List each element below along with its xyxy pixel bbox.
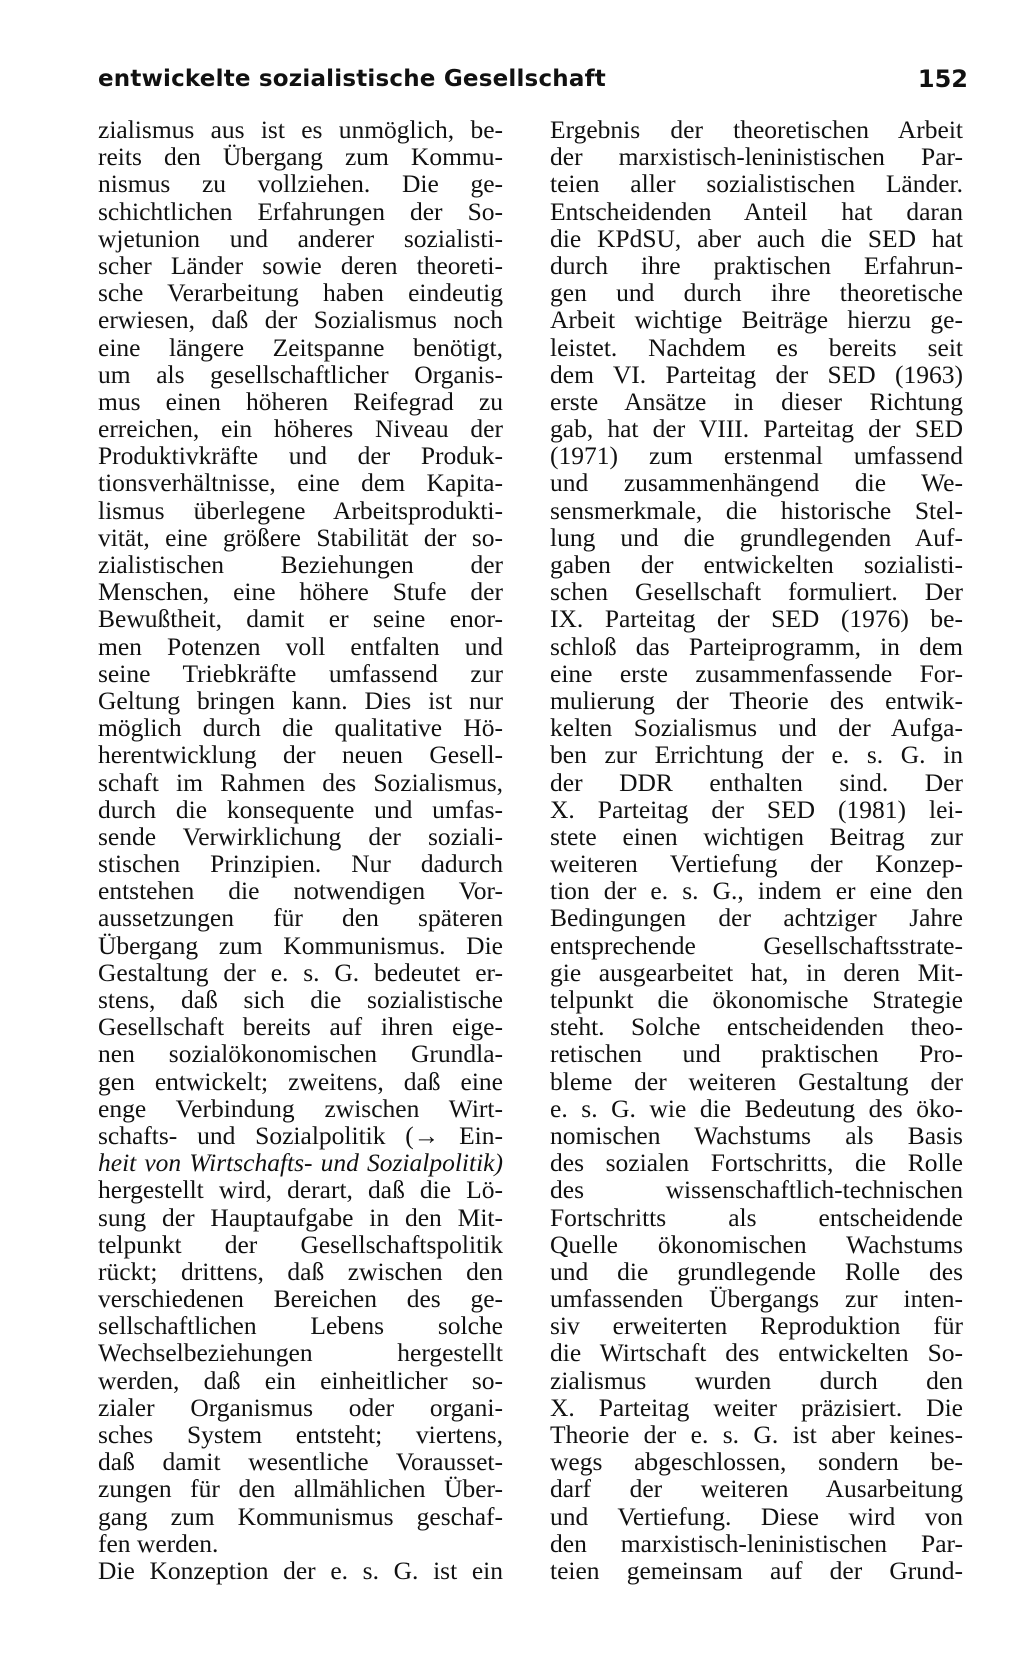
text-line: sches System entsteht; viertens, bbox=[98, 1420, 503, 1449]
text-line: Gesellschaft bereits auf ihren eige- bbox=[98, 1012, 503, 1042]
text-line: scher Länder sowie deren theoreti- bbox=[98, 250, 503, 280]
text-line: ben zur Errichtung der e. s. G. in bbox=[550, 740, 963, 770]
text-line: und Vertiefung. Diese wird von bbox=[550, 1501, 963, 1531]
text-line: Übergang zum Kommunismus. Die bbox=[98, 930, 503, 960]
text-line: und die grundlegende Rolle des bbox=[550, 1256, 963, 1286]
text-line: durch ihre praktischen Erfahrun- bbox=[550, 250, 963, 280]
text-line: hergestellt wird, derart, daß die Lö- bbox=[98, 1175, 503, 1205]
text-line: nismus zu vollziehen. Die ge- bbox=[98, 169, 503, 199]
text-line: Ergebnis der theoretischen Arbeit bbox=[550, 115, 963, 144]
text-line: Produktivkräfte und der Produk- bbox=[98, 441, 503, 471]
text-line: sellschaftlichen Lebens solche bbox=[98, 1311, 503, 1341]
text-line: der DDR enthalten sind. Der bbox=[550, 767, 963, 797]
text-line: den marxistisch-leninistischen Par- bbox=[550, 1528, 963, 1558]
text-line: teien aller sozialistischen Länder. bbox=[550, 169, 963, 199]
text-line: die Wirtschaft des entwickelten So- bbox=[550, 1338, 963, 1368]
text-line: werden, daß ein einheitlicher so- bbox=[98, 1365, 503, 1395]
running-head bbox=[98, 59, 968, 99]
text-line: erste Ansätze in dieser Richtung bbox=[550, 386, 963, 416]
text-line: Bedingungen der achtziger Jahre bbox=[550, 903, 963, 933]
text-line: stens, daß sich die sozialistische bbox=[98, 985, 503, 1014]
cross-reference-link[interactable]: heit von Wirtschafts- und Sozialpolitik) bbox=[98, 1148, 503, 1178]
text-line: Entscheidenden Anteil hat daran bbox=[550, 196, 963, 226]
text-line: siv erweiterten Reproduktion für bbox=[550, 1311, 963, 1341]
text-line: gen und durch ihre theoretische bbox=[550, 278, 963, 308]
text-line: sung der Hauptaufgabe in den Mit- bbox=[98, 1202, 503, 1232]
text-line: gang zum Kommunismus geschaf- bbox=[98, 1501, 503, 1531]
text-line: stete einen wichtigen Beitrag zur bbox=[550, 821, 963, 851]
text-line: verschiedenen Bereichen des ge- bbox=[98, 1284, 503, 1314]
text-line: des sozialen Fortschritts, die Rolle bbox=[550, 1148, 963, 1178]
text-line: erreichen, ein höheres Niveau der bbox=[98, 414, 503, 444]
text-line: herentwicklung der neuen Gesell- bbox=[98, 740, 503, 770]
text-line: Menschen, eine höhere Stufe der bbox=[98, 577, 503, 607]
text-line: zungen für den allmählichen Über- bbox=[98, 1474, 503, 1504]
text-line: Geltung bringen kann. Dies ist nur bbox=[98, 685, 503, 715]
text-line: tionsverhältnisse, eine dem Kapita- bbox=[98, 468, 503, 498]
text-line: bleme der weiteren Gestaltung der bbox=[550, 1066, 963, 1096]
text-line: schafts- und Sozialpolitik (→ Ein- bbox=[98, 1120, 503, 1150]
left-column bbox=[98, 116, 503, 1584]
text-line: dem VI. Parteitag der SED (1963) bbox=[550, 359, 963, 389]
text-line: gaben der entwickelten sozialisti- bbox=[550, 550, 963, 579]
text-line: Theorie der e. s. G. ist aber keines- bbox=[550, 1420, 963, 1449]
text-line: schen Gesellschaft formuliert. Der bbox=[550, 577, 963, 607]
text-line: sensmerkmale, die historische Stel- bbox=[550, 495, 963, 525]
text-line: steht. Solche entscheidenden theo- bbox=[550, 1012, 963, 1042]
text-line: zialismus aus ist es unmöglich, be- bbox=[98, 115, 503, 144]
text-line: IX. Parteitag der SED (1976) be- bbox=[550, 604, 963, 634]
text-line: entsprechende Gesellschaftsstrate- bbox=[550, 930, 963, 960]
text-line: der marxistisch-leninistischen Par- bbox=[550, 142, 963, 172]
text-line: um als gesellschaftlicher Organis- bbox=[98, 359, 503, 389]
text-line: zialistischen Beziehungen der bbox=[98, 550, 503, 579]
running-title: entwickelte sozialistische Gesellschaft bbox=[98, 66, 606, 92]
text-line: die KPdSU, aber auch die SED hat bbox=[550, 223, 963, 253]
text-line: vität, eine größere Stabilität der so- bbox=[98, 522, 503, 552]
text-line: erwiesen, daß der Sozialismus noch bbox=[98, 305, 503, 335]
text-line: wjetunion und anderer sozialisti- bbox=[98, 223, 503, 253]
text-line: Wechselbeziehungen hergestellt bbox=[98, 1338, 503, 1368]
text-line: schloß das Parteiprogramm, in dem bbox=[550, 631, 963, 661]
text-line: eine längere Zeitspanne benötigt, bbox=[98, 332, 503, 362]
text-line: Arbeit wichtige Beiträge hierzu ge- bbox=[550, 305, 963, 335]
text-line: retischen und praktischen Pro- bbox=[550, 1039, 963, 1069]
text-line: stischen Prinzipien. Nur dadurch bbox=[98, 849, 503, 879]
text-line: fen werden. bbox=[98, 1528, 219, 1558]
text-line: sche Verarbeitung haben eindeutig bbox=[98, 278, 503, 308]
text-line: reits den Übergang zum Kommu- bbox=[98, 142, 503, 172]
text-line: möglich durch die qualitative Hö- bbox=[98, 713, 503, 743]
text-line: X. Parteitag der SED (1981) lei- bbox=[550, 794, 963, 824]
text-line: rückt; drittens, daß zwischen den bbox=[98, 1256, 503, 1286]
text-line: zialismus wurden durch den bbox=[550, 1365, 963, 1395]
text-line: Quelle ökonomischen Wachstums bbox=[550, 1229, 963, 1259]
text-line: telpunkt die ökonomische Strategie bbox=[550, 985, 963, 1014]
text-line: mus einen höheren Reifegrad zu bbox=[98, 386, 503, 416]
text-line: (1971) zum erstenmal umfassend bbox=[550, 441, 963, 471]
text-line: daß damit wesentliche Vorausset- bbox=[98, 1447, 503, 1477]
text-line: Bewußtheit, damit er seine enor- bbox=[98, 604, 503, 634]
text-line: telpunkt der Gesellschaftspolitik bbox=[98, 1229, 503, 1259]
text-line: lung und die grundlegenden Auf- bbox=[550, 522, 963, 552]
text-line: kelten Sozialismus und der Aufga- bbox=[550, 713, 963, 743]
text-line: schichtlichen Erfahrungen der So- bbox=[98, 196, 503, 226]
text-line: weiteren Vertiefung der Konzep- bbox=[550, 849, 963, 879]
text-line: Fortschritts als entscheidende bbox=[550, 1202, 963, 1232]
text-line: sende Verwirklichung der soziali- bbox=[98, 821, 503, 851]
text-line: Gestaltung der e. s. G. bedeutet er- bbox=[98, 957, 503, 987]
text-line: mulierung der Theorie des entwik- bbox=[550, 685, 963, 715]
text-line: tion der e. s. G., indem er eine den bbox=[550, 876, 963, 906]
text-line: nomischen Wachstums als Basis bbox=[550, 1120, 963, 1150]
text-line: wegs abgeschlossen, sondern be- bbox=[550, 1447, 963, 1477]
text-line: e. s. G. wie die Bedeutung des öko- bbox=[550, 1093, 963, 1123]
text-line: durch die konsequente und umfas- bbox=[98, 794, 503, 824]
text-line: lismus überlegene Arbeitsprodukti- bbox=[98, 495, 503, 525]
text-line: Die Konzeption der e. s. G. ist ein bbox=[98, 1555, 503, 1585]
text-line: aussetzungen für den späteren bbox=[98, 903, 503, 933]
text-line: darf der weiteren Ausarbeitung bbox=[550, 1474, 963, 1504]
text-line: zialer Organismus oder organi- bbox=[98, 1392, 503, 1422]
page-number: 152 bbox=[917, 65, 968, 93]
text-line: schaft im Rahmen des Sozialismus, bbox=[98, 767, 503, 797]
text-line: umfassenden Übergangs zur inten- bbox=[550, 1284, 963, 1314]
text-line: teien gemeinsam auf der Grund- bbox=[550, 1555, 963, 1585]
text-line: gen entwickelt; zweitens, daß eine bbox=[98, 1066, 503, 1096]
text-line: enge Verbindung zwischen Wirt- bbox=[98, 1093, 503, 1123]
text-line: eine erste zusammenfassende For- bbox=[550, 658, 963, 688]
text-line: seine Triebkräfte umfassend zur bbox=[98, 658, 503, 688]
text-line: und zusammenhängend die We- bbox=[550, 468, 963, 498]
text-line: gab, hat der VIII. Parteitag der SED bbox=[550, 414, 963, 444]
text-line: X. Parteitag weiter präzisiert. Die bbox=[550, 1392, 963, 1422]
text-line: nen sozialökonomischen Grundla- bbox=[98, 1039, 503, 1069]
text-line: men Potenzen voll entfalten und bbox=[98, 631, 503, 661]
right-column bbox=[550, 116, 963, 1584]
text-line: leistet. Nachdem es bereits seit bbox=[550, 332, 963, 362]
text-line: entstehen die notwendigen Vor- bbox=[98, 876, 503, 906]
text-line: des wissenschaftlich-technischen bbox=[550, 1175, 963, 1205]
text-line: gie ausgearbeitet hat, in deren Mit- bbox=[550, 957, 963, 987]
